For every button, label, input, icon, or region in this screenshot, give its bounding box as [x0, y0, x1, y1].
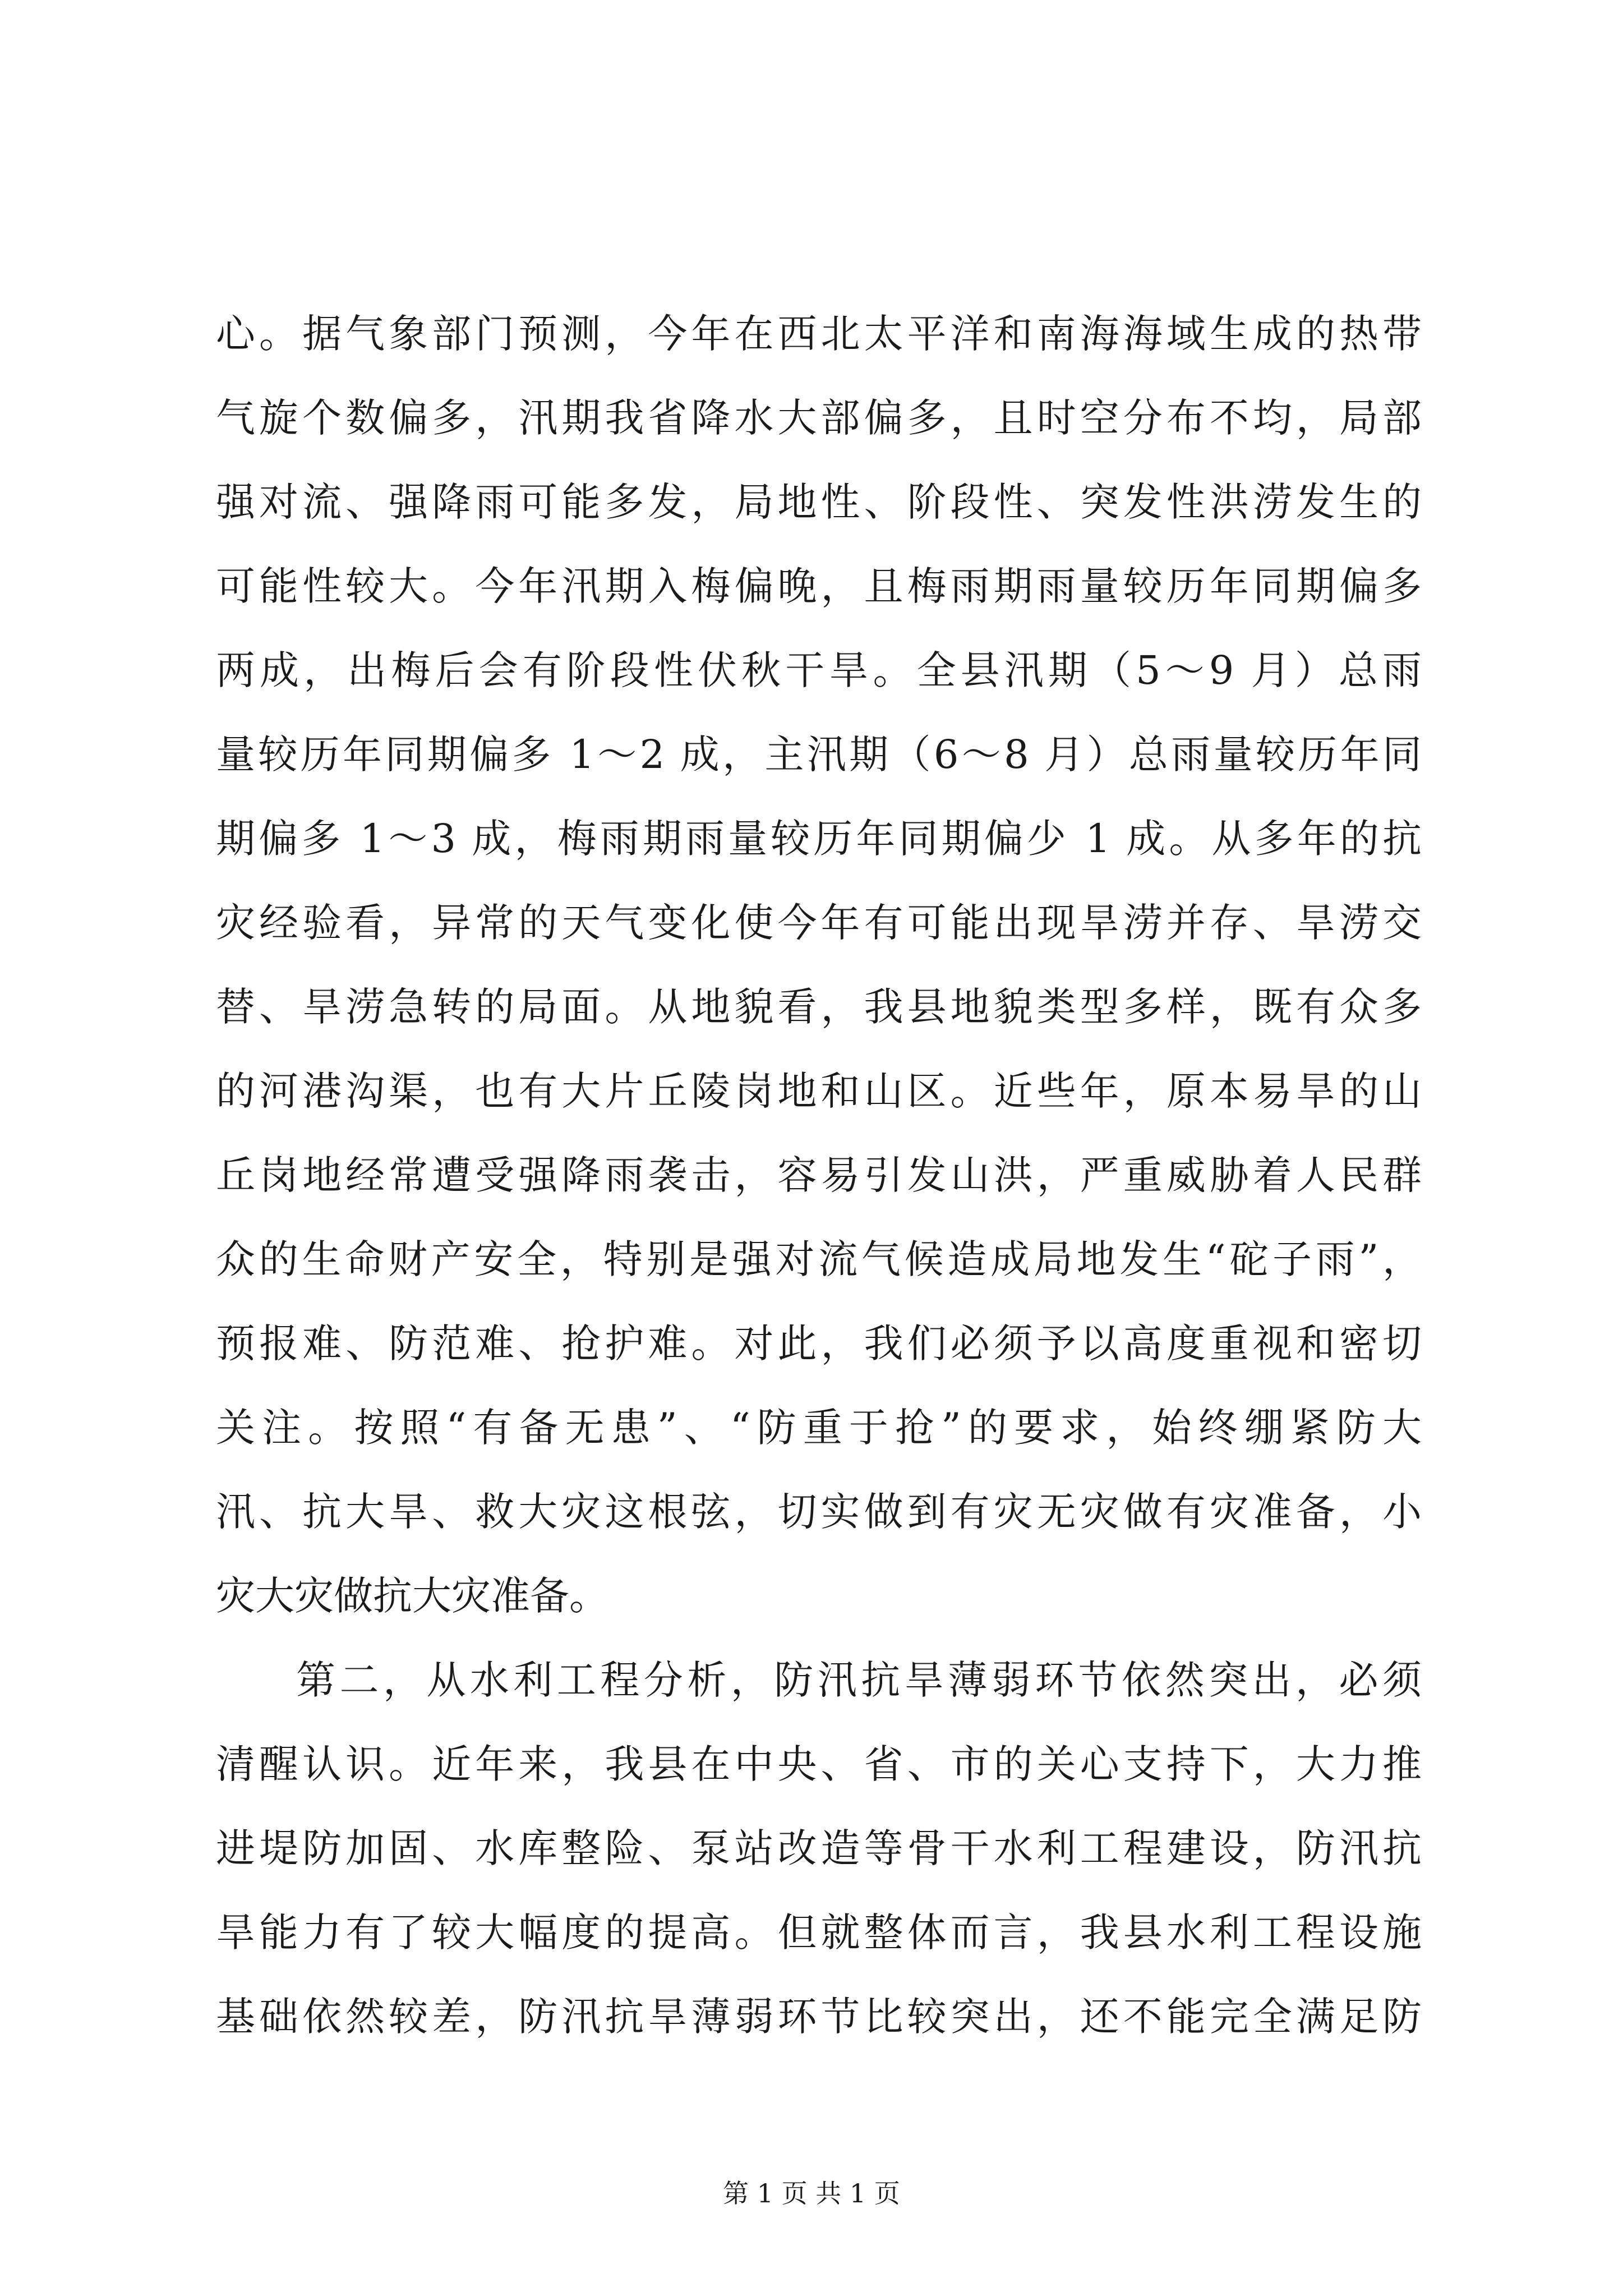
text-line: 心。据气象部门预测，今年在西北太平洋和南海海域生成的热带 — [216, 311, 1422, 357]
text-line: 的河港沟渠，也有大片丘陵岗地和山区。近些年，原本易旱的山 — [216, 1068, 1422, 1114]
text-line: 丘岗地经常遭受强降雨袭击，容易引发山洪，严重威胁着人民群 — [216, 1152, 1422, 1198]
text-line: 清醒认识。近年来，我县在中央、省、市的关心支持下，大力推 — [216, 1741, 1422, 1787]
document-body — [216, 292, 1422, 2059]
text-line: 两成，出梅后会有阶段性伏秋干旱。全县汛期（5～9 月）总雨 — [216, 647, 1422, 693]
text-line: 灾大灾做抗大灾准备。 — [216, 1573, 608, 1619]
text-line: 替、旱涝急转的局面。从地貌看，我县地貌类型多样，既有众多 — [216, 984, 1422, 1030]
text-line: 预报难、防范难、抢护难。对此，我们必须予以高度重视和密切 — [216, 1320, 1422, 1366]
text-line: 可能性较大。今年汛期入梅偏晚，且梅雨期雨量较历年同期偏多 — [216, 563, 1422, 609]
text-line: 众的生命财产安全，特别是强对流气候造成局地发生“砣子雨”， — [216, 1236, 1422, 1282]
text-line: 关注。按照“有备无患”、“防重于抢”的要求，始终绷紧防大 — [216, 1405, 1422, 1451]
text-line: 灾经验看，异常的天气变化使今年有可能出现旱涝并存、旱涝交 — [216, 900, 1422, 946]
text-line: 气旋个数偏多，汛期我省降水大部偏多，且时空分布不均，局部 — [216, 395, 1422, 441]
text-line: 第二，从水利工程分析，防汛抗旱薄弱环节依然突出，必须 — [296, 1657, 1422, 1703]
text-line: 进堤防加固、水库整险、泵站改造等骨干水利工程建设，防汛抗 — [216, 1825, 1422, 1871]
text-line: 期偏多 1～3 成，梅雨期雨量较历年同期偏少 1 成。从多年的抗 — [216, 816, 1422, 862]
text-line: 基础依然较差，防汛抗旱薄弱环节比较突出，还不能完全满足防 — [216, 1994, 1422, 2040]
page-footer — [0, 2177, 1623, 2210]
text-line: 旱能力有了较大幅度的提高。但就整体而言，我县水利工程设施 — [216, 1910, 1422, 1955]
text-line: 强对流、强降雨可能多发，局地性、阶段性、突发性洪涝发生的 — [216, 479, 1422, 525]
text-line: 量较历年同期偏多 1～2 成，主汛期（6～8 月）总雨量较历年同 — [216, 731, 1422, 777]
text-line: 汛、抗大旱、救大灾这根弦，切实做到有灾无灾做有灾准备，小 — [216, 1489, 1422, 1535]
page-number-label: 第 1 页 共 1 页 — [723, 2178, 900, 2208]
